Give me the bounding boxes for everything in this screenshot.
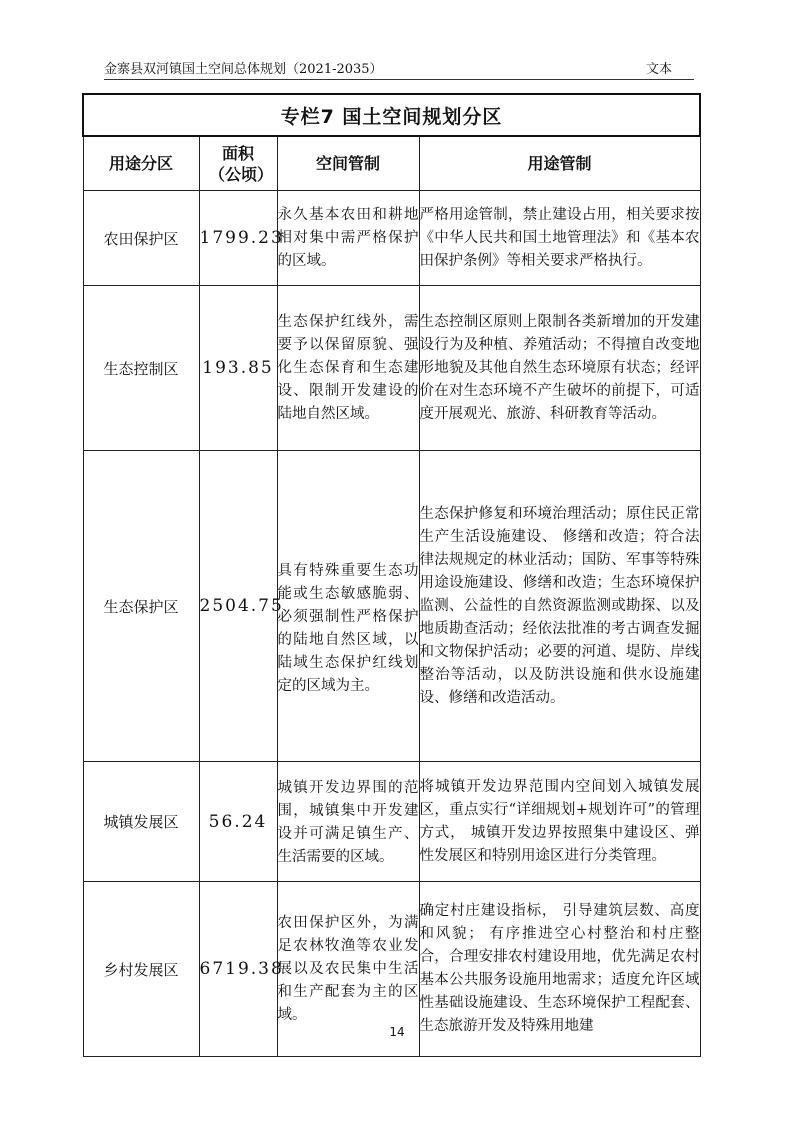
usage-control-cell: 严格用途管制，禁止建设占用，相关要求按《中华人民共和国土地管理法》和《基本农田保护条例》等相关要求严格执行。 — [419, 191, 700, 286]
space-control-cell: 生态保护红线外，需要予以保留原貌、强化生态保育和生态建设、限制开发建设的陆地自然区域。 — [277, 286, 419, 451]
column-header-area-text: 面积（公顷） — [209, 143, 274, 184]
column-header-zone: 用途分区 — [83, 136, 199, 191]
area-cell: 193.85 — [199, 286, 277, 451]
zone-name-cell: 乡村发展区 — [83, 882, 199, 1057]
zone-name-cell: 城镇发展区 — [83, 762, 199, 882]
usage-control-cell: 确定村庄建设指标， 引导建筑层数、高度和风貌； 有序推进空心村整治和村庄整合，合理安排农村建设用地，优先满足农村基本公共服务设施用地需求；适度允许区域性基础设施建设、生态环境保护工程配套、生态旅游开发及特殊用地建 — [419, 882, 700, 1057]
table-row — [83, 191, 700, 286]
space-control-cell: 城镇开发边界围的范围，城镇集中开发建设并可满足镇生产、生活需要的区域。 — [277, 762, 419, 882]
area-cell: 56.24 — [199, 762, 277, 882]
document-type: 文本 — [645, 62, 672, 77]
table-row — [83, 762, 700, 882]
area-cell: 2504.75 — [199, 451, 277, 762]
space-control-cell: 农田保护区外，为满足农林牧渔等农业发展以及农民集中生活和生产配套为主的区域。 — [277, 882, 419, 1057]
space-control-cell: 具有特殊重要生态功能或生态敏感脆弱、必须强制性严格保护的陆地自然区域，以陆域生态保护红线划定的区域为主。 — [277, 451, 419, 762]
column-header-usage: 用途管制 — [419, 136, 700, 191]
table-row — [83, 286, 700, 451]
usage-control-cell: 生态保护修复和环境治理活动；原住民正常生产生活设施建设、 修缮和改造；符合法律法规规定的林业活动；国防、军事等特殊用途设施建设、修缮和改造；生态环境保护监测、公益性的自然资源监测或勘探、以及地质勘查活动；经依法批准的考古调查发掘和文物保护活动；必要的河道、堤防、岸线整治等活动，以及防洪设施和供水设施建设、修缮和改造活动。 — [419, 451, 700, 762]
usage-control-cell: 生态控制区原则上限制各类新增加的开发建设行为及种植、养殖活动；不得擅自改变地形地貌及其他自然生态环境原有状态；经评价在对生态环境不产生破坏的前提下，可适度开展观光、旅游、科研教育等活动。 — [419, 286, 700, 451]
planning-zone-table — [82, 93, 701, 1057]
area-cell: 6719.38 — [199, 882, 277, 1057]
space-control-cell: 永久基本农田和耕地相对集中需严格保护的区域。 — [277, 191, 419, 286]
zone-name-cell: 生态控制区 — [83, 286, 199, 451]
table-caption: 专栏7 国土空间规划分区 — [83, 94, 700, 136]
zone-name-cell: 农田保护区 — [83, 191, 199, 286]
table-row — [83, 451, 700, 762]
area-cell: 1799.23 — [199, 191, 277, 286]
column-header-control: 空间管制 — [277, 136, 419, 191]
document-title: 金寨县双河镇国土空间总体规划（2021-2035） — [104, 62, 383, 77]
usage-control-cell: 将城镇开发边界范围内空间划入城镇发展区，重点实行“详细规划+规划许可”的管理方式， 城镇开发边界按照集中建设区、弹性发展区和特别用途区进行分类管理。 — [419, 762, 700, 882]
column-header-area — [199, 136, 277, 191]
running-header — [104, 55, 694, 80]
zone-name-cell: 生态保护区 — [83, 451, 199, 762]
page-number: 14 — [389, 1025, 405, 1039]
